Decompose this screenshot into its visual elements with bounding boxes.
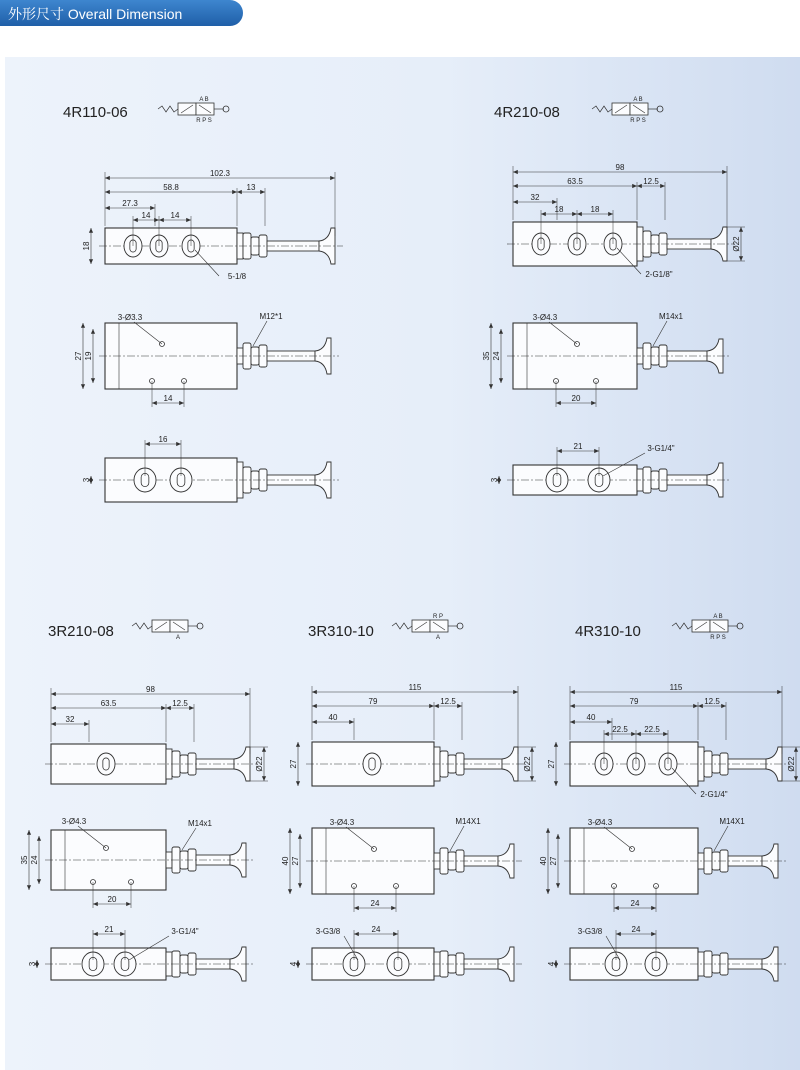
bottom-port-label: 3-G1/4": [171, 927, 199, 936]
dimension-label: 24: [492, 351, 501, 361]
dimension-label: 22.5: [644, 725, 660, 734]
dimension-label: 79: [368, 697, 378, 706]
port-thread-label: 2-G1/8": [645, 270, 673, 279]
dimension-label: 24: [631, 925, 641, 934]
dimension-label: 18: [590, 205, 600, 214]
thread-label: M14x1: [187, 819, 213, 828]
hole-label: 3-Ø3.3: [117, 313, 143, 322]
dimension-label: 40: [539, 856, 548, 866]
top-view: [82, 169, 343, 281]
valve-symbol: [672, 614, 743, 641]
dimension-label: 22.5: [612, 725, 628, 734]
dimension-label: 13: [246, 183, 256, 192]
dimension-label: 20: [571, 394, 581, 403]
bottom-view: [289, 925, 522, 981]
dimension-label: 14: [141, 211, 151, 220]
dimension-label: 12.5: [440, 697, 456, 706]
side-view: [482, 312, 731, 407]
model-4r110-06: [63, 97, 343, 502]
dimension-label: 40: [281, 856, 290, 866]
dimension-label: 35: [482, 351, 491, 361]
top-view: [507, 163, 745, 279]
section-title: 外形尺寸 Overall Dimension: [8, 6, 183, 22]
bottom-view: [28, 925, 254, 981]
model-title: 3R210-08: [48, 623, 114, 640]
port-labels-bottom: R P S: [630, 118, 646, 124]
dimension-label: 18: [82, 241, 91, 251]
dimension-label: 35: [20, 855, 29, 865]
dimension-label: 3: [490, 477, 499, 483]
dimension-label: 4: [547, 961, 556, 967]
top-view: [547, 683, 800, 799]
port-thread-label: 2-G1/4": [700, 790, 728, 799]
dimension-label: 21: [104, 925, 114, 934]
thread-label: M12*1: [259, 312, 283, 321]
thread-label: M14X1: [719, 817, 745, 826]
model-4r210-08: [482, 97, 745, 497]
dimension-label: 24: [630, 899, 640, 908]
dimension-label: 115: [408, 683, 422, 692]
side-view: [281, 817, 522, 912]
dimension-label: 4: [289, 961, 298, 967]
bottom-port-label: 3-G3/8: [315, 927, 341, 936]
dimension-label: 18: [554, 205, 564, 214]
valve-symbol: [158, 97, 229, 124]
dimension-label: 27: [549, 856, 558, 866]
dimension-label: 40: [586, 713, 596, 722]
hole-label: 3-Ø4.3: [329, 818, 355, 827]
side-view: [74, 312, 339, 407]
hole-label: 3-Ø4.3: [532, 313, 558, 322]
dimension-label: 14: [170, 211, 180, 220]
dimension-label: 98: [146, 685, 155, 694]
port-labels-bottom: R P S: [710, 635, 726, 641]
side-view: [539, 817, 786, 912]
dimension-label: 19: [84, 351, 93, 361]
port-labels-top: A B: [713, 614, 723, 620]
dimension-label: 98: [615, 163, 625, 172]
dimension-label: 12.5: [704, 697, 720, 706]
dimension-label: 40: [328, 713, 338, 722]
thread-label: M14X1: [455, 817, 481, 826]
dimension-label: 24: [30, 855, 39, 865]
side-view: [20, 817, 254, 908]
model-3r210-08: [20, 620, 268, 981]
valve-symbol: [392, 614, 463, 641]
model-title: 4R210-08: [494, 104, 560, 121]
dimension-label: 58.8: [163, 183, 179, 192]
bottom-port-label: 3-G1/4": [647, 444, 675, 453]
hole-label: 3-Ø4.3: [61, 817, 87, 826]
dimension-label: 79: [629, 697, 639, 706]
bottom-port-label: 3-G3/8: [577, 927, 603, 936]
port-labels-bottom: A: [175, 635, 181, 641]
dimension-label: 27: [547, 759, 556, 769]
model-title: 3R310-10: [308, 623, 374, 640]
port-labels-bottom: R P S: [196, 118, 212, 124]
dimension-label: Ø22: [787, 756, 796, 772]
dimension-label: 14: [163, 394, 173, 403]
dimension-label: 102.3: [209, 169, 231, 178]
dimension-label: 27: [291, 856, 300, 866]
top-view: [45, 685, 268, 784]
dimension-label: 20: [107, 895, 117, 904]
port-labels-top: A B: [199, 97, 209, 103]
dimension-label: 24: [371, 925, 381, 934]
dimension-label: 12.5: [643, 177, 659, 186]
dimension-label: 115: [669, 683, 683, 692]
dimension-label: 3: [82, 477, 91, 483]
dimension-label: 16: [158, 435, 168, 444]
bottom-view: [490, 442, 731, 497]
valve-symbol: [592, 97, 663, 124]
dimension-label: 24: [370, 899, 380, 908]
model-title: 4R310-10: [575, 623, 641, 640]
model-title: 4R110-06: [63, 104, 128, 121]
hole-label: 3-Ø4.3: [587, 818, 613, 827]
dimension-label: 27: [289, 759, 298, 769]
port-labels-top: A B: [633, 97, 643, 103]
dimension-label: 27.3: [122, 199, 138, 208]
dimension-label: Ø22: [255, 756, 264, 772]
dimension-label: 3: [28, 961, 37, 967]
bottom-view: [82, 435, 339, 502]
port-thread-label: 5-1/8: [227, 272, 247, 281]
dimension-label: 32: [65, 715, 75, 724]
top-view: [289, 683, 536, 786]
dimension-label: 32: [530, 193, 540, 202]
dimension-label: 27: [74, 351, 83, 361]
dimension-label: Ø22: [523, 756, 532, 772]
dimension-label: 63.5: [567, 177, 583, 186]
dimension-label: 12.5: [172, 699, 188, 708]
dimension-label: Ø22: [732, 236, 741, 252]
port-labels-top: R P: [432, 614, 444, 620]
model-4r310-10: [539, 614, 800, 981]
port-labels-bottom: A: [435, 635, 441, 641]
dimension-label: 63.5: [100, 699, 117, 708]
model-3r310-10: [281, 614, 536, 981]
bottom-view: [547, 925, 786, 981]
thread-label: M14x1: [658, 312, 684, 321]
valve-symbol: [132, 620, 203, 641]
dimension-label: 21: [573, 442, 583, 451]
